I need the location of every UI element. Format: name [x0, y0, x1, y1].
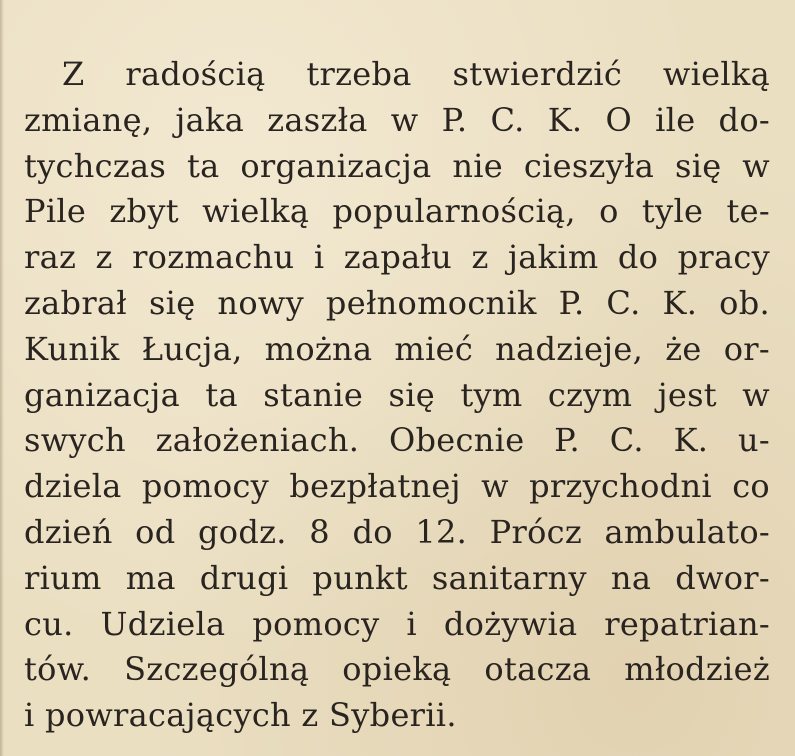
paper-edge — [0, 0, 4, 756]
article-body — [24, 52, 770, 739]
article-line: ganizacja ta stanie się tym czym jest w — [24, 375, 770, 414]
article-line: tychczas ta organizacja nie cieszyła się w — [24, 146, 770, 185]
article-line: Kunik Łucja, można mieć nadzieje, że or- — [24, 329, 770, 368]
article-line: cu. Udziela pomocy i dożywia repatrian- — [24, 604, 770, 643]
article-line: dziela pomocy bezpłatnej w przychodni co — [24, 467, 770, 506]
article-line: zabrał się nowy pełnomocnik P. C. K. ob. — [24, 283, 770, 322]
article-line: Z radością trzeba stwierdzić wielką — [62, 55, 770, 93]
article-line: raz z rozmachu i zapału z jakim do pracy — [24, 238, 770, 277]
article-line: rium ma drugi punkt sanitarny na dwor- — [24, 558, 770, 597]
article-line: swych założeniach. Obecnie P. C. K. u- — [24, 421, 770, 460]
article-line: tów. Szczególną opieką otacza młodzież — [24, 650, 770, 689]
article-line: zmianę, jaka zaszła w P. C. K. O ile do- — [24, 100, 770, 139]
article-line: Pile zbyt wielką popularnością, o tyle te- — [24, 192, 770, 231]
article-line: i powracających z Syberii. — [24, 696, 457, 735]
article-line: dzień od godz. 8 do 12. Prócz ambulato- — [24, 512, 770, 551]
